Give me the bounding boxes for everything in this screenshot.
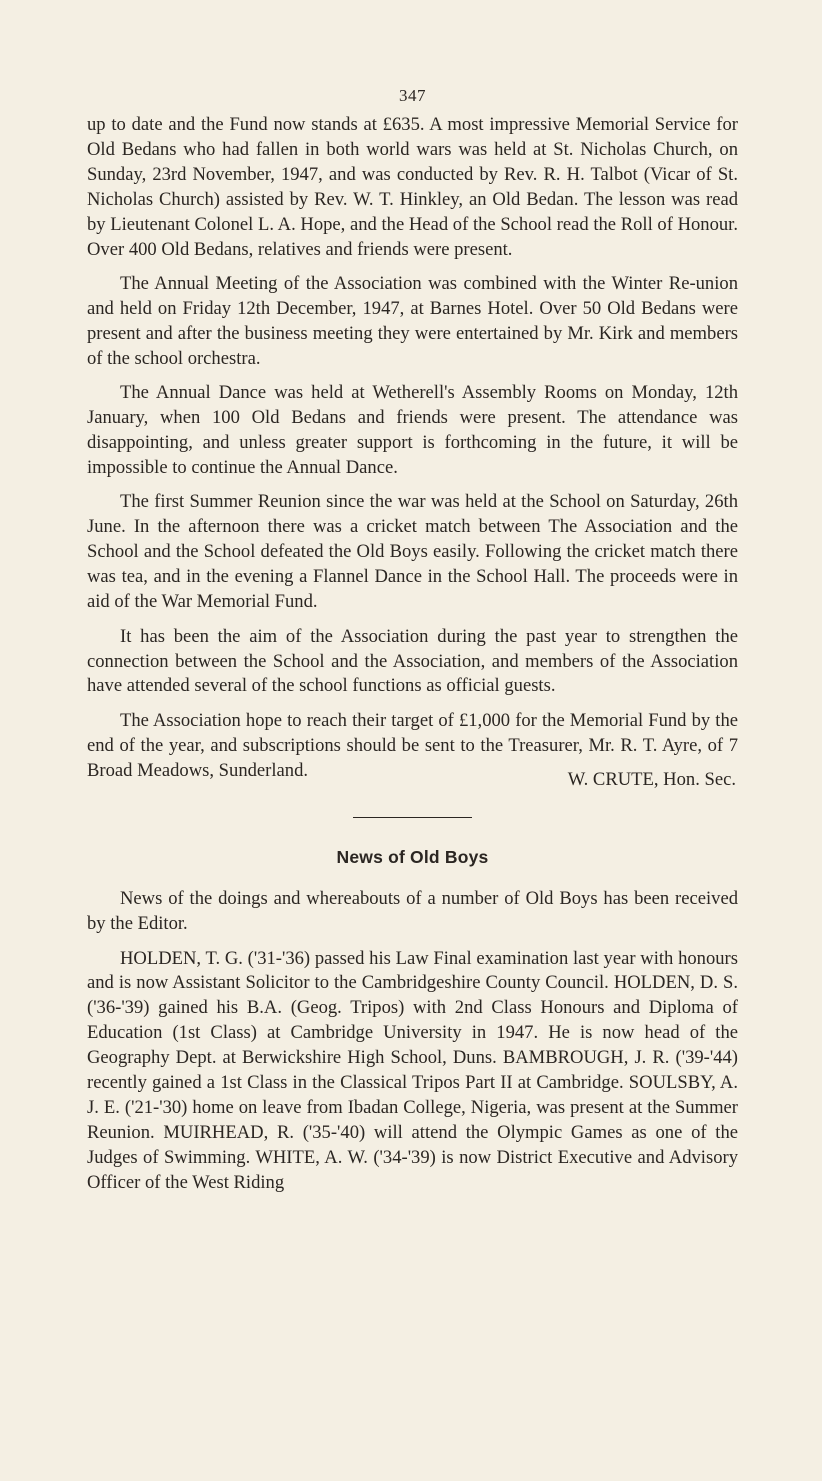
paragraph-old-boys-news: HOLDEN, T. G. ('31-'36) passed his Law Final examination last year with honours and is now Assistant Solicitor to the Cambridgeshire County Council. HOLDEN, D. S. ('36-'39) gained his B.A. (Geog. Tripos) with 2nd Class Honours and Diploma of Education (1st Class) at Cambridge University in 1947. He is now head of the Geography Dept. at Berwickshire High School, Duns. BAMBROUGH, J. R. ('39-'44) recently gained a 1st Class in the Classical Tripos Part II at Cambridge. SOULSBY, A. J. E. ('21-'30) home on leave from Ibadan College, Nigeria, was present at the Summer Reunion. MUIRHEAD, R. ('35-'40) will attend the Olympic Games as one of the Judges of Swimming. WHITE, A. W. ('34-'39) is now District Executive and Advisory Officer of the West Riding [87, 947, 738, 1193]
paragraph-news-intro: News of the doings and whereabouts of a number of Old Boys has been received by the Editor. [87, 888, 738, 935]
document-page [87, 0, 738, 1481]
paragraph-association-aim: It has been the aim of the Association during the past year to strengthen the connection between the School and the Association, and members of the Association have attended several of the school functions as official guests. [87, 625, 738, 697]
paragraph-memorial-fund: The Association hope to reach their target of £1,000 for the Memorial Fund by the end of the year, and subscriptions should be sent to the Treasurer, Mr. R. T. Ayre, of 7 Broad Meadows, Sunderland. [87, 709, 738, 781]
section-divider [353, 817, 472, 818]
paragraph-memorial-service: up to date and the Fund now stands at £635. A most impressive Memorial Service for Old Bedans who had fallen in both world wars was held at St. Nicholas Church, on Sunday, 23rd November, 1947, and was conducted by Rev. R. H. Talbot (Vicar of St. Nicholas Church) assisted by Rev. W. T. Hinkley, an Old Bedan. The lesson was read by Lieutenant Colonel L. A. Hope, and the Head of the School read the Roll of Honour. Over 400 Old Bedans, relatives and friends were present. [87, 114, 738, 260]
paragraph-summer-reunion: The first Summer Reunion since the war was held at the School on Saturday, 26th June. In the afternoon there was a cricket match between The Association and the School and the School defeated the Old Boys easily. Following the cricket match there was tea, and in the evening a Flannel Dance in the School Hall. The proceeds were in aid of the War Memorial Fund. [87, 491, 738, 613]
section-heading: News of Old Boys [336, 847, 489, 868]
paragraph-annual-meeting: The Annual Meeting of the Association was combined with the Winter Re-union and held on Friday 12th December, 1947, at Barnes Hotel. Over 50 Old Bedans were present and after the business meeting they were entertained by Mr. Kirk and members of the school orchestra. [87, 273, 738, 369]
paragraph-annual-dance: The Annual Dance was held at Wetherell's Assembly Rooms on Monday, 12th January, when 100 Old Bedans and friends were present. The attendance was disappointing, and unless greater support is forthcoming in the future, it will be impossible to continue the Annual Dance. [87, 382, 738, 478]
signature: W. CRUTE, Hon. Sec. [567, 769, 736, 791]
document-body [87, 113, 738, 1205]
page-number: 347 [399, 86, 426, 105]
